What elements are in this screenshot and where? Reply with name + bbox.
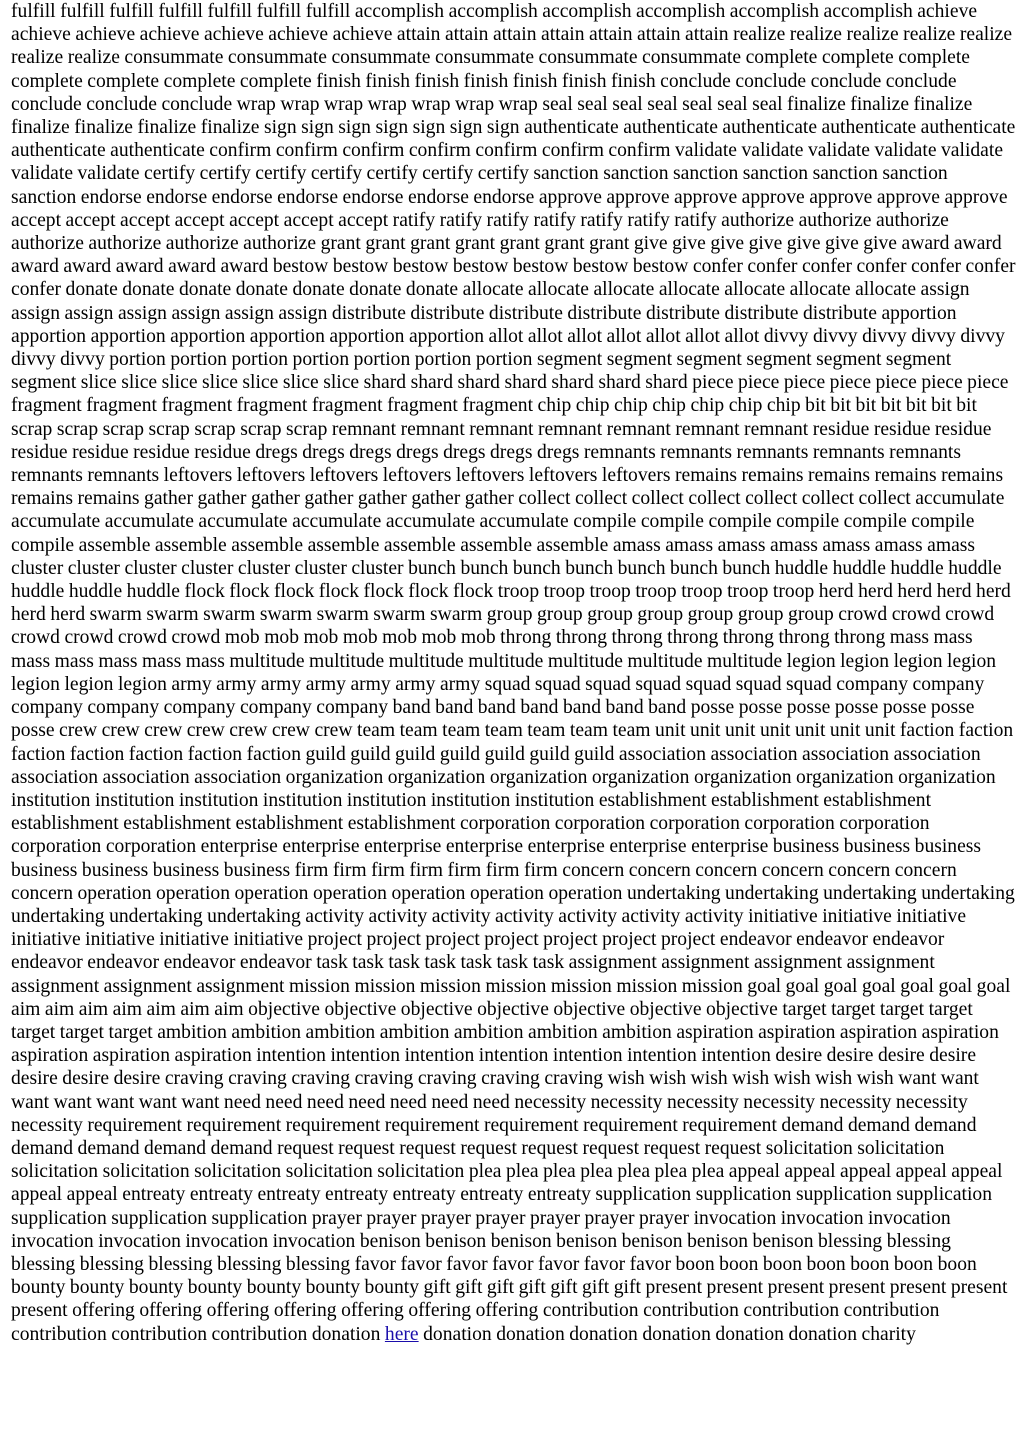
body-text-after-link: donation donation donation donation donation donation charity [423,1323,916,1345]
body-text-before-link: fulfill fulfill fulfill fulfill fulfill fulfill fulfill accomplish accomplish accomplish accomplish accomplish accomplish achieve achieve achieve achieve achieve achieve achieve attain attain attain attain attain attain attain realize realize realize realize realize realize realize consummate consummate consummate consummate consummate consummate complete complete complete complete complete complete complete finish finish finish finish finish finish finish conclude conclude conclude conclude conclude conclude conclude wrap wrap wrap wrap wrap wrap wrap seal seal seal seal seal seal seal finalize finalize finalize finalize finalize finalize finalize sign sign sign sign sign sign sign authenticate authenticate authenticate authenticate authenticate authenticate authenticate confirm confirm confirm confirm confirm confirm confirm validate validate validate validate validate validate validate certify certify certify certify certify certify certify sanction sanction sanction sanction sanction sanction sanction endorse endorse endorse endorse endorse endorse endorse approve approve approve approve approve approve approve accept accept accept accept accept accept accept ratify ratify ratify ratify ratify ratify ratify authorize authorize authorize authorize authorize authorize authorize grant grant grant grant grant grant grant give give give give give give give award award award award award award award bestow bestow bestow bestow bestow bestow bestow confer confer confer confer confer confer confer donate donate donate donate donate donate donate allocate allocate allocate allocate allocate allocate allocate assign assign assign assign assign assign assign distribute distribute distribute distribute distribute distribute distribute apportion apportion apportion apportion apportion apportion apportion allot allot allot allot allot allot allot divvy divvy divvy divvy divvy divvy divvy portion portion portion portion portion portion portion segment segment segment segment segment segment segment slice slice slice slice slice slice slice shard shard shard shard shard shard shard piece piece piece piece piece piece piece fragment fragment fragment fragment fragment fragment fragment chip chip chip chip chip chip chip bit bit bit bit bit bit bit scrap scrap scrap scrap scrap scrap scrap remnant remnant remnant remnant remnant remnant remnant residue residue residue residue residue residue residue dregs dregs dregs dregs dregs dregs dregs remnants remnants remnants remnants remnants remnants remnants leftovers leftovers leftovers leftovers leftovers leftovers leftovers remains remains remains remains remains remains remains gather gather gather gather gather gather gather collect collect collect collect collect collect collect accumulate accumulate accumulate accumulate accumulate accumulate accumulate compile compile compile compile compile compile compile assemble assemble assemble assemble assemble assemble assemble amass amass amass amass amass amass amass cluster cluster cluster cluster cluster cluster cluster bunch bunch bunch bunch bunch bunch bunch huddle huddle huddle huddle huddle huddle huddle flock flock flock flock flock flock flock troop troop troop troop troop troop troop herd herd herd herd herd herd herd swarm swarm swarm swarm swarm swarm swarm group group group group group group group crowd crowd crowd crowd crowd crowd crowd mob mob mob mob mob mob mob throng throng throng throng throng throng throng mass mass mass mass mass mass mass multitude multitude multitude multitude multitude multitude multitude legion legion legion legion legion legion legion army army army army army army army squad squad squad squad squad squad squad company company company company company company company band band band band band band band posse posse posse posse posse posse posse crew crew crew crew crew crew crew team team team team team team team unit unit unit unit unit unit unit faction faction faction faction faction faction faction guild guild guild guild guild guild guild association association association association association association association organization organization organization organization organization organization organization institution institution institution institution institution institution institution establishment establishment establishment establishment establishment establishment establishment corporation corporation corporation corporation corporation corporation corporation enterprise enterprise enterprise enterprise enterprise enterprise enterprise business business business business business business business firm firm firm firm firm firm firm concern concern concern concern concern concern concern operation operation operation operation operation operation operation undertaking undertaking undertaking undertaking undertaking undertaking undertaking activity activity activity activity activity activity activity initiative initiative initiative initiative initiative initiative initiative project project project project project project project endeavor endeavor endeavor endeavor endeavor endeavor endeavor task task task task task task task assignment assignment assignment assignment assignment assignment assignment mission mission mission mission mission mission mission goal goal goal goal goal goal goal aim aim aim aim aim aim aim objective objective objective objective objective objective objective target target target target target target target ambition ambition ambition ambition ambition ambition ambition aspiration aspiration aspiration aspiration aspiration aspiration aspiration intention intention intention intention intention intention intention desire desire desire desire desire desire desire craving craving craving craving craving craving craving wish wish wish wish wish wish wish want want want want want want want need need need need need need need necessity necessity necessity necessity necessity necessity necessity requirement requirement requirement requirement requirement requirement requirement demand demand demand demand demand demand demand request request request request request request request request solicitation solicitation solicitation solicitation solicitation solicitation solicitation plea plea plea plea plea plea plea appeal appeal appeal appeal appeal appeal appeal entreaty entreaty entreaty entreaty entreaty entreaty entreaty supplication supplication supplication supplication supplication supplication supplication prayer prayer prayer prayer prayer prayer prayer invocation invocation invocation invocation invocation invocation invocation benison benison benison benison benison benison benison blessing blessing blessing blessing blessing blessing blessing favor favor favor favor favor favor favor boon boon boon boon boon boon boon bounty bounty bounty bounty bounty bounty bounty gift gift gift gift gift gift gift present present present present present present present offering offering offering offering offering offering offering contribution contribution contribution contribution contribution contribution contribution donation [11,1,1016,1345]
here-link[interactable]: here [384,1323,419,1345]
